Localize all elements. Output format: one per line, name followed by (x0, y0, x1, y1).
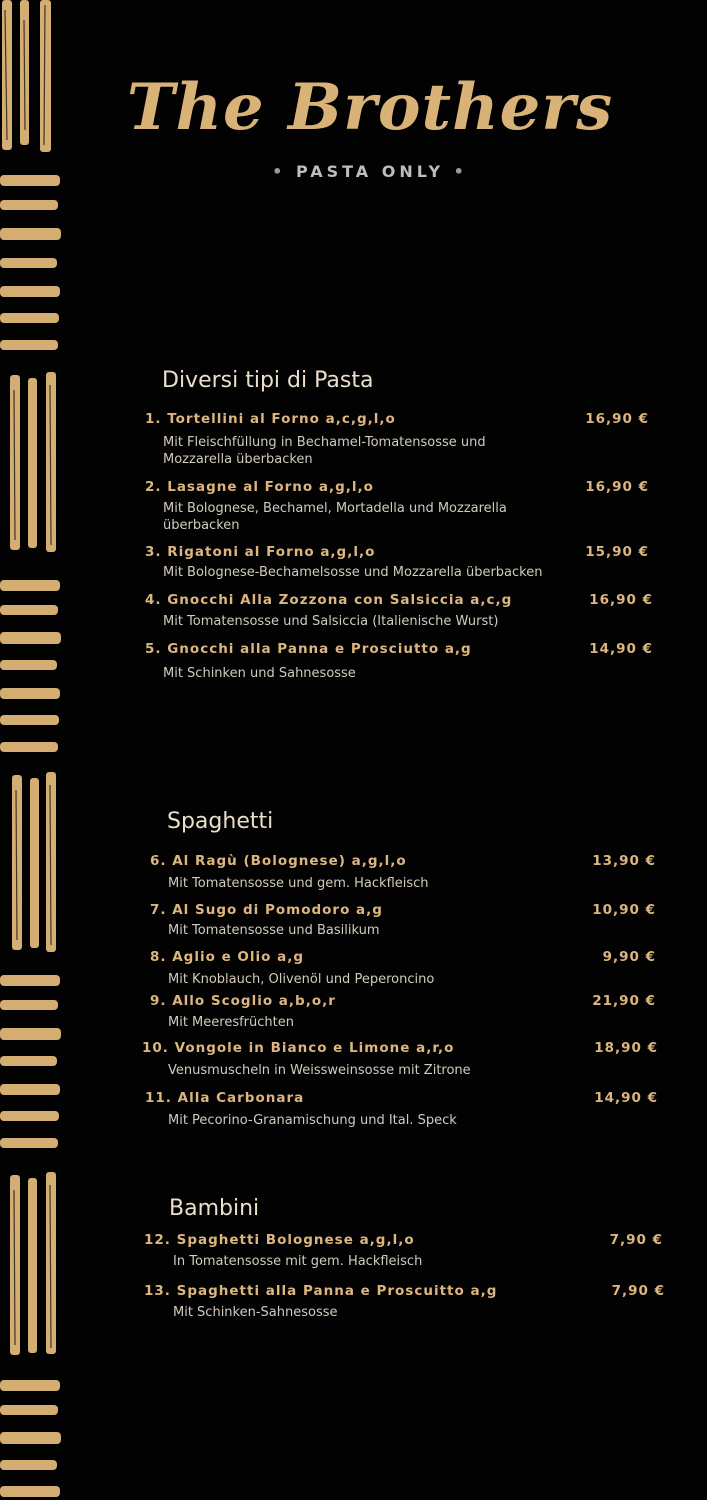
tagline-text: PASTA ONLY (295, 162, 445, 181)
item-price: 16,90 € (589, 592, 653, 608)
item-price: 7,90 € (611, 1283, 665, 1299)
item-name: 11. Alla Carbonara (145, 1090, 305, 1106)
item-price: 7,90 € (609, 1232, 663, 1248)
item-name: 5. Gnocchi alla Panna e Prosciutto a,g (145, 641, 472, 657)
item-name: 13. Spaghetti alla Panna e Proscuitto a,g (144, 1283, 498, 1299)
item-price: 10,90 € (592, 902, 656, 918)
item-price: 13,90 € (592, 853, 656, 869)
item-description: Mit Tomatensosse und gem. Hackfleisch (168, 876, 429, 891)
item-price: 14,90 € (594, 1090, 658, 1106)
item-description: Mit Pecorino-Granamischung und Ital. Speck (168, 1113, 457, 1128)
item-description: Mit Bolognese, Bechamel, Mortadella und Mozzarella überbacken (163, 501, 507, 533)
item-name: 6. Al Ragù (Bolognese) a,g,l,o (150, 853, 407, 869)
item-description: Mit Schinken-Sahnesosse (173, 1305, 338, 1320)
restaurant-name: The Brothers (126, 70, 614, 145)
restaurant-tagline (120, 162, 620, 181)
item-name: 8. Aglio e Olio a,g (150, 949, 305, 965)
item-name: 2. Lasagne al Forno a,g,l,o (145, 479, 374, 495)
item-name: 9. Allo Scoglio a,b,o,r (150, 993, 336, 1009)
item-name: 1. Tortellini al Forno a,c,g,l,o (145, 411, 396, 427)
item-price: 21,90 € (592, 993, 656, 1009)
item-description: Mit Tomatensosse und Salsiccia (Italienische Wurst) (163, 614, 499, 629)
item-description: Mit Tomatensosse und Basilikum (168, 923, 380, 938)
item-description: Mit Knoblauch, Olivenöl und Peperoncino (168, 972, 435, 987)
item-name: 7. Al Sugo di Pomodoro a,g (150, 902, 383, 918)
item-price: 16,90 € (585, 479, 649, 495)
section-title-spaghetti: Spaghetti (167, 809, 274, 834)
section-title-pasta: Diversi tipi di Pasta (162, 368, 374, 393)
section-title-bambini: Bambini (169, 1196, 260, 1221)
tagline-dot-left: • (272, 162, 287, 181)
item-name: 12. Spaghetti Bolognese a,g,l,o (144, 1232, 415, 1248)
brush-stroke-border (0, 0, 64, 1500)
item-price: 14,90 € (589, 641, 653, 657)
item-name: 4. Gnocchi Alla Zozzona con Salsiccia a,c,g (145, 592, 513, 608)
item-description: Mit Schinken und Sahnesosse (163, 666, 356, 681)
item-description: Venusmuscheln in Weissweinsosse mit Zitrone (168, 1063, 471, 1078)
item-price: 15,90 € (585, 544, 649, 560)
item-description: In Tomatensosse mit gem. Hackfleisch (173, 1254, 423, 1269)
item-price: 9,90 € (602, 949, 656, 965)
item-description: Mit Bolognese-Bechamelsosse und Mozzarella überbacken (163, 565, 543, 580)
item-price: 16,90 € (585, 411, 649, 427)
item-price: 18,90 € (594, 1040, 658, 1056)
item-description: Mit Meeresfrüchten (168, 1015, 294, 1030)
item-name: 3. Rigatoni al Forno a,g,l,o (145, 544, 376, 560)
tagline-dot-right: • (453, 162, 468, 181)
item-name: 10. Vongole in Bianco e Limone a,r,o (142, 1040, 455, 1056)
item-description: Mit Fleischfüllung in Bechamel-Tomatensosse und Mozzarella überbacken (163, 435, 486, 467)
